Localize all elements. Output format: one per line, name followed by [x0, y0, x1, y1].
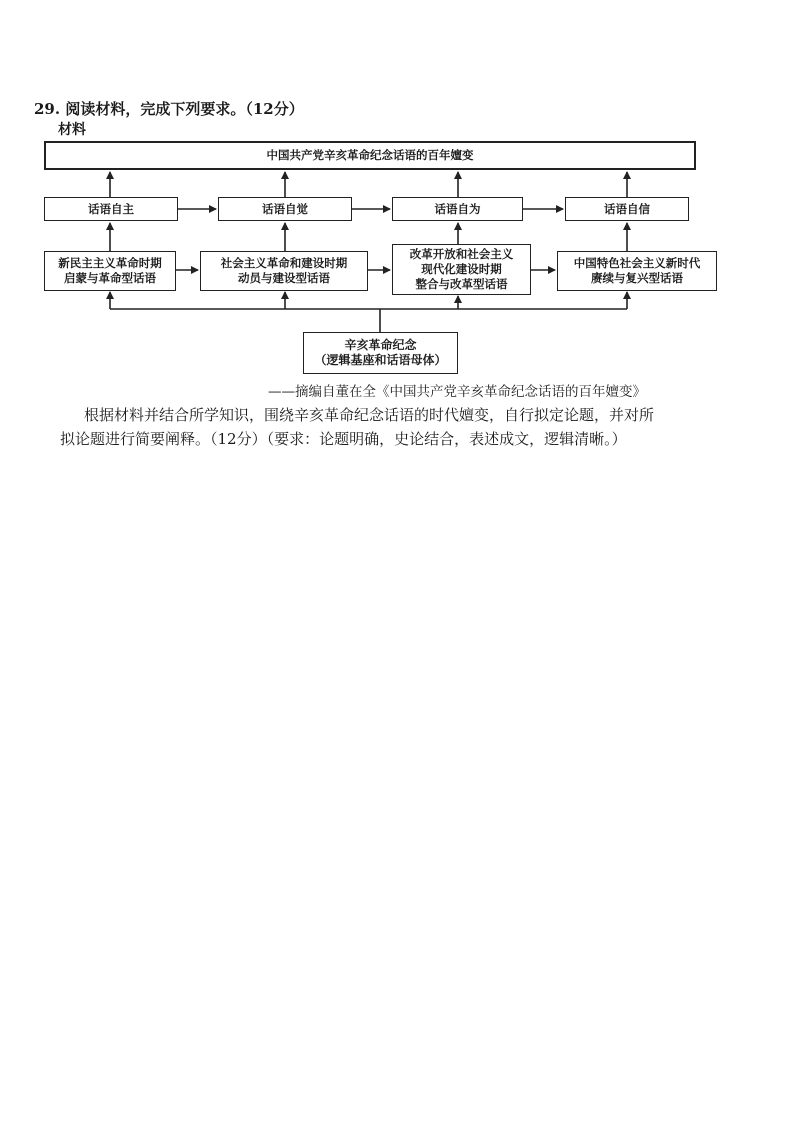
diagram-title-box — [44, 141, 696, 170]
period-discourse: 整合与改革型话语 — [415, 277, 508, 291]
period-discourse: 赓续与复兴型话语 — [591, 271, 683, 285]
diagram-title: 中国共产党辛亥革命纪念话语的百年嬗变 — [266, 148, 474, 162]
period-box-1 — [44, 251, 176, 291]
stage-label: 话语自为 — [434, 201, 481, 216]
stage-box-2 — [218, 197, 352, 221]
source-citation: ——摘编自董在全《中国共产党辛亥革命纪念话语的百年嬗变》 — [268, 384, 646, 400]
stage-box-4 — [565, 197, 689, 221]
stage-label: 话语自觉 — [262, 201, 308, 216]
instruction-line-1: 根据材料并结合所学知识，围绕辛亥革命纪念话语的时代嬗变，自行拟定论题，并对所 — [84, 406, 655, 424]
period-discourse: 启蒙与革命型话语 — [64, 271, 156, 285]
period-name: 新民主主义革命时期 — [58, 256, 162, 270]
stage-box-3 — [392, 197, 523, 221]
period-name: 改革开放和社会主义 — [409, 247, 514, 261]
question-title: 29. 阅读材料，完成下列要求。（12分） — [34, 100, 304, 118]
period-box-4 — [557, 251, 717, 291]
base-title: 辛亥革命纪念 — [344, 338, 417, 352]
period-box-2 — [200, 251, 368, 291]
instruction-line-2: 拟论题进行简要阐释。（12分）（要求：论题明确，史论结合，表述成文，逻辑清晰。） — [60, 430, 627, 448]
period-box-3 — [392, 244, 531, 295]
base-box — [303, 332, 458, 374]
period-name-cont: 现代化建设时期 — [421, 262, 502, 276]
period-name: 社会主义革命和建设时期 — [220, 256, 348, 270]
period-discourse: 动员与建设型话语 — [238, 271, 330, 285]
period-name: 中国特色社会主义新时代 — [573, 256, 701, 270]
stage-label: 话语自信 — [604, 201, 650, 216]
stage-label: 话语自主 — [88, 201, 134, 216]
material-label: 材料 — [58, 122, 86, 138]
stage-box-1 — [44, 197, 178, 221]
base-subtitle: （逻辑基座和话语母体） — [314, 353, 447, 367]
